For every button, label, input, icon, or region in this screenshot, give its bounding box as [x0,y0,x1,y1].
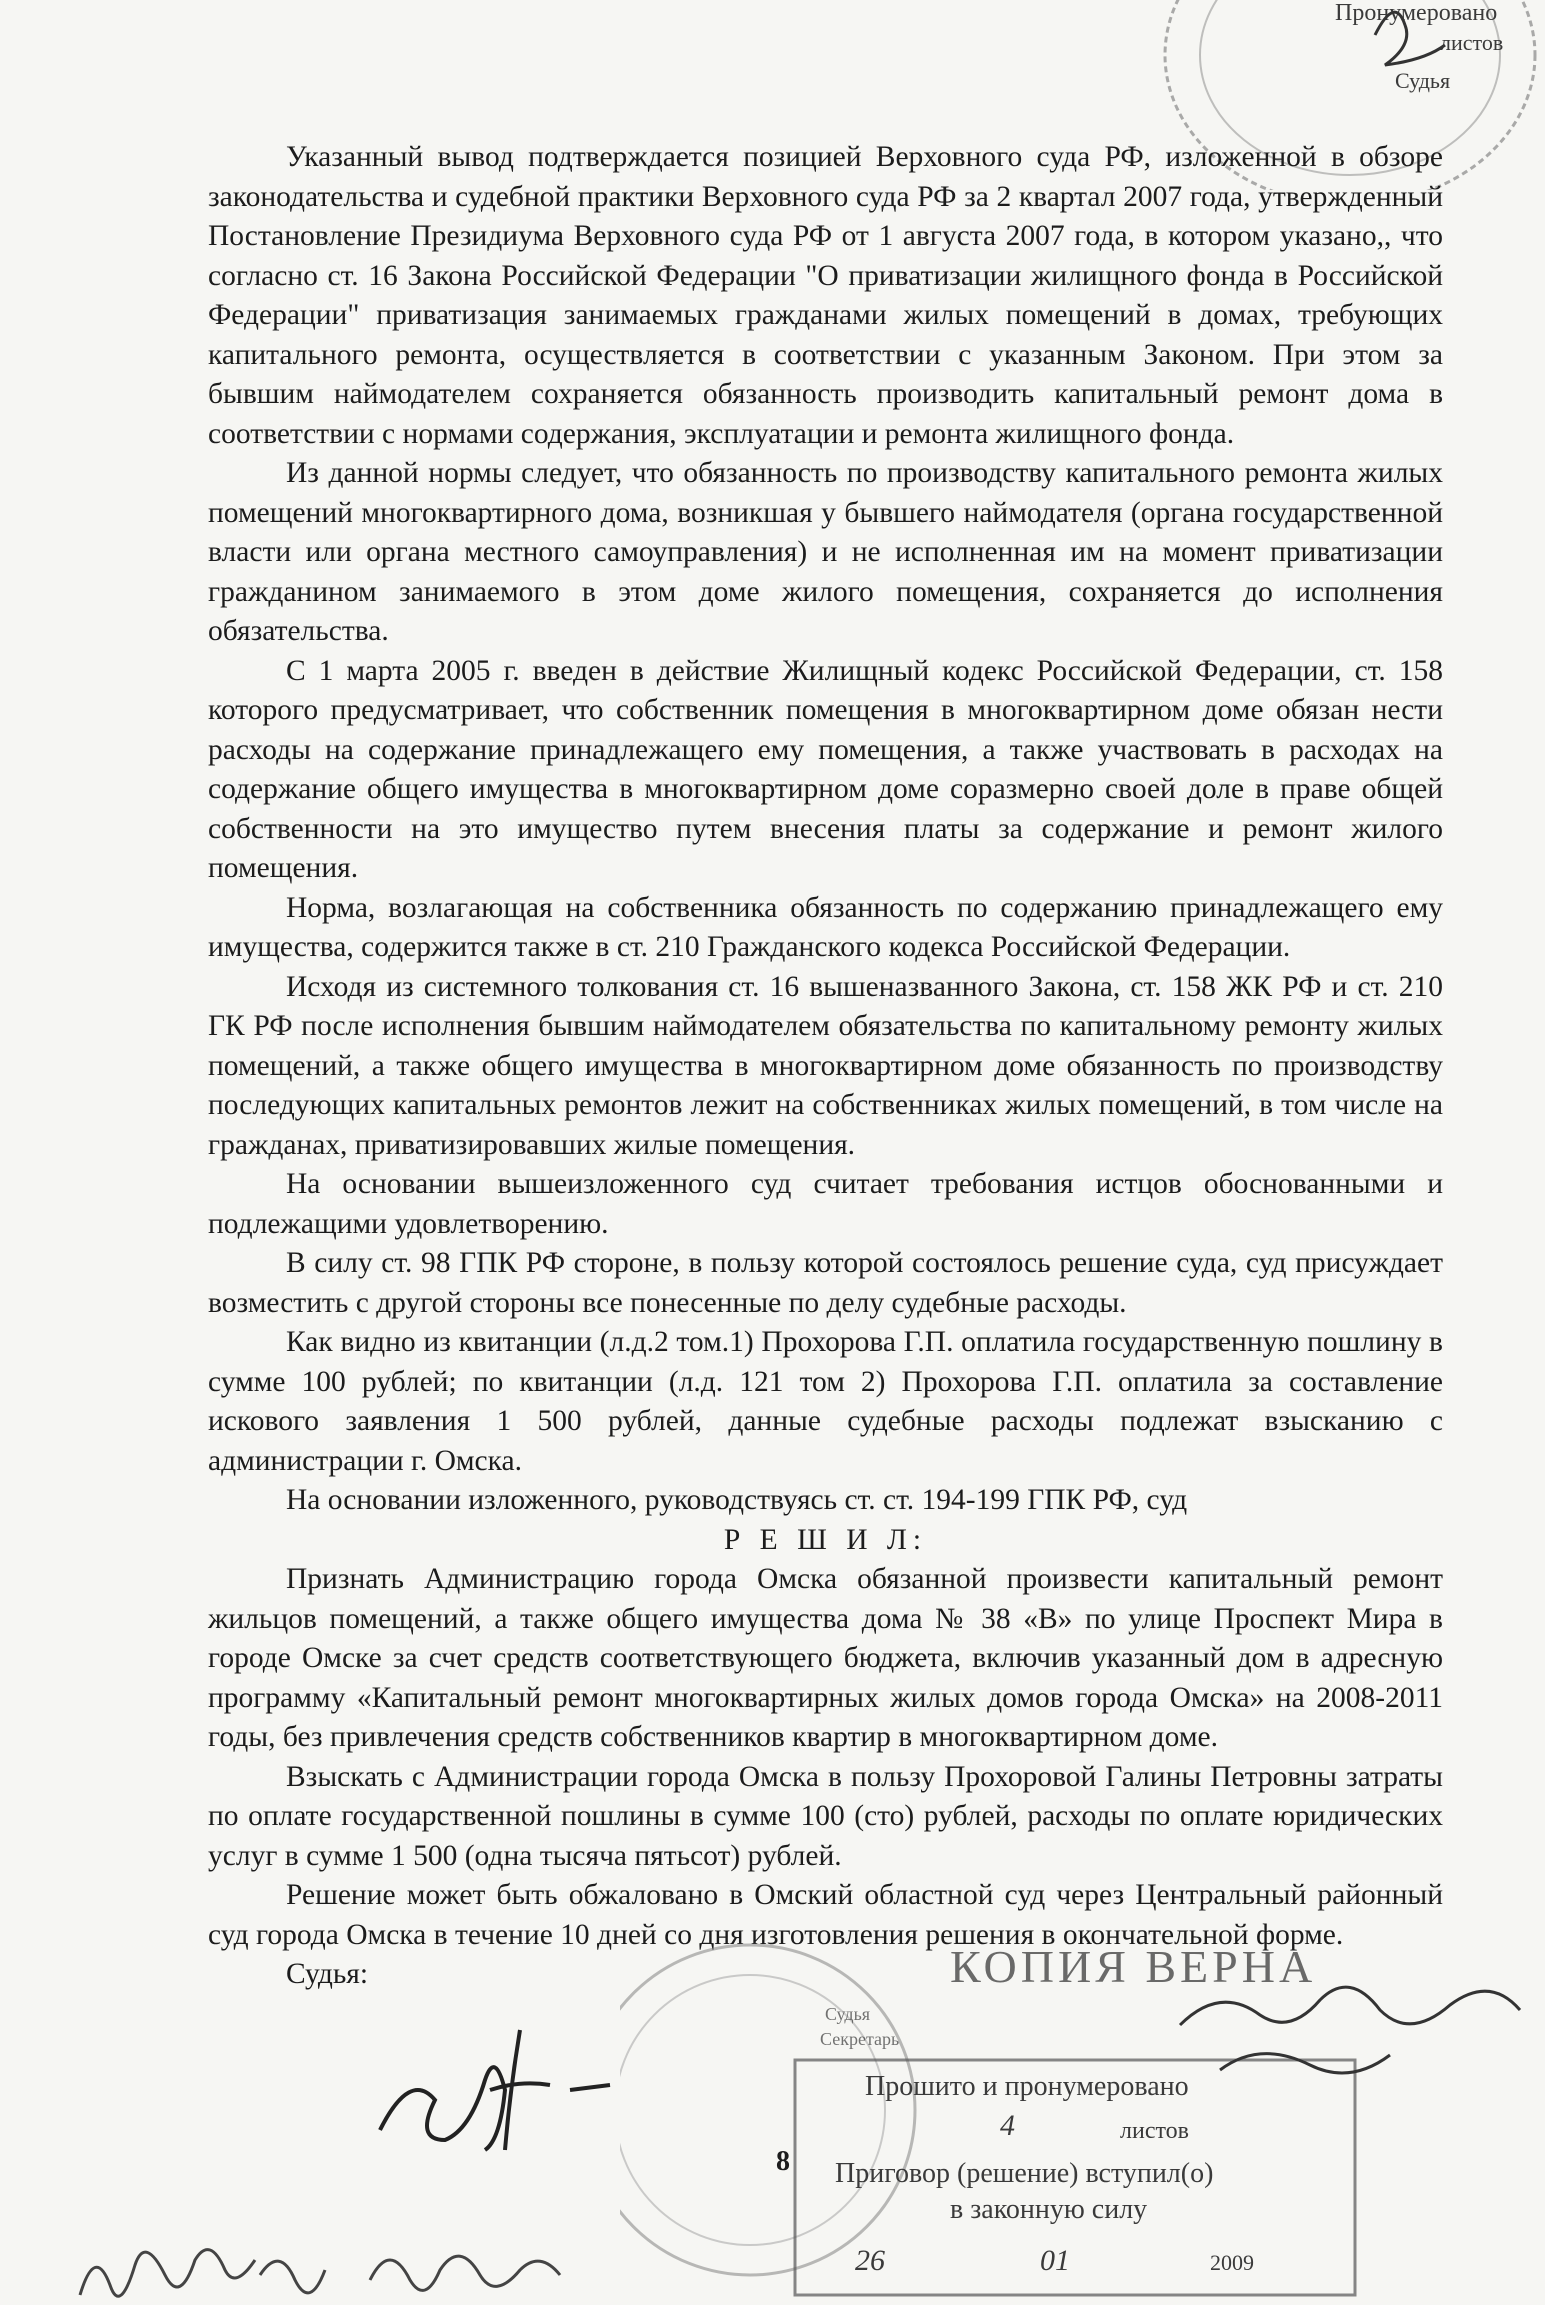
judge-label: Судья: [286,1958,369,1990]
document-body [208,138,1443,1995]
handwritten-note [70,2235,630,2305]
top-stamp-line1: Пронумеровано [1335,0,1498,26]
body-paragraph: Из данной нормы следует, что обязанность по производству капитального ремонта жилых помещений многоквартирного дома, возникшая у бывшего наймодателя (органа государственной власти или органа местного самоуправления) и не исполненная им на момент приватизации гражданином занимаемого в этом доме жилого помещения, сохраняется до исполнения обязательства. [208,457,1443,647]
stamp-date-year: 2009 [1210,2250,1254,2275]
decision-heading: Р Е Ш И Л: [723,1523,928,1556]
body-paragraph: Как видно из квитанции (л.д.2 том.1) Прохорова Г.П. оплатила государственную пошлину в сумме 100 рублей; по квитанции (л.д. 121 том 2) Прохорова Г.П. оплатила за составление искового заявления 1 500 рублей, данные судебные расходы подлежат взысканию с администрации г. Омска. [208,1326,1443,1477]
stamp-date-day: 26 [855,2244,885,2277]
body-paragraph: Исходя из системного толкования ст. 16 вышеназванного Закона, ст. 158 ЖК РФ и ст. 210 ГК РФ после исполнения бывшим наймодателем обязательства по капитальному ремонту жилых помещений, а также общего имущества в многоквартирном доме обязанность по производству последующих капитальных ремонтов лежит на собственниках жилых помещений, в том числе на гражданах, приватизировавших жилые помещения. [208,970,1443,1161]
stamp-sheets-label: листов [1120,2118,1189,2144]
top-stamp-line2: листов [1440,30,1504,55]
body-paragraph: Указанный вывод подтверждается позицией Верховного суда РФ, изложенной в обзоре законодательства и судебной практики Верховного суда РФ за 2 квартал 2007 года, утвержденный Постановление Президиума Верховного суда РФ от 1 августа 2007 года, в котором указано,, что согласно ст. 16 Закона Российской Федерации "О приватизации жилищного фонда в Российской Федерации" приватизация занимаемых гражданами жилых помещений в домах, требующих капитального ремонта, осуществляется в соответствии с указанным Законом. При этом за бывшим наймодателем сохраняется обязанность производить капитальный ремонт дома в соответствии с нормами содержания, эксплуатации и ремонта жилищного фонда. [208,141,1443,450]
stamp-handwritten-signature [1180,1987,1520,2025]
judge-signature [370,2020,630,2160]
stamp-secretary-label: Секретарь [820,2029,900,2049]
body-paragraph: Норма, возлагающая на собственника обязанность по содержанию принадлежащего ему имущества, содержится также в ст. 210 Гражданского кодекса Российской Федерации. [208,891,1443,963]
body-paragraph: На основании вышеизложенного суд считает требования истцов обоснованными и подлежащими удовлетворению. [208,1168,1443,1240]
body-paragraph: В силу ст. 98 ГПК РФ стороне, в пользу которой состоялось решение суда, суд присуждает возместить с другой стороны все понесенные по делу судебные расходы. [208,1247,1443,1319]
resolution-paragraph: Взыскать с Администрации города Омска в пользу Прохоровой Галины Петровны затраты по оплате государственной пошлины в сумме 100 (сто) рублей, расходы по оплате юридических услуг в сумме 1 500 (одна тысяча пятьсот) рублей. [208,1760,1443,1872]
stamp-date-month: 01 [1040,2244,1070,2277]
bottom-stamp-area [620,1920,1540,2300]
body-paragraph: С 1 марта 2005 г. введен в действие Жилищный кодекс Российской Федерации, ст. 158 которого предусматривает, что собственник помещения в многоквартирном доме обязан нести расходы на содержание принадлежащего ему помещения, а также участвовать в расходах на содержание общего имущества в многоквартирном доме соразмерно своей доле в праве общей собственности на это имущество путем внесения платы за содержание и ремонт жилого помещения. [208,654,1443,884]
top-stamp-line3: Судья [1395,68,1451,93]
stamp-entered-force-line1: Приговор (решение) вступил(о) [835,2158,1214,2189]
resolution-paragraph: Признать Администрацию города Омска обязанной произвести капитальный ремонт жильцов помещений, а также общего имущества дома № 38 «В» по улице Проспект Мира в городе Омске за счет средств соответствующего бюджета, включив указанный дом в адресную программу «Капитальный ремонт многоквартирных жилых домов города Омска» на 2008-2011 годы, без привлечения средств собственников квартир в многоквартирном доме. [208,1563,1443,1753]
page-number: 8 [776,2146,790,2177]
stamp-judge-label: Судья [825,2004,871,2024]
resolution-paragraph: Решение может быть обжаловано в Омский областной суд через Центральный районный суд города Омска в течение 10 дней со дня изготовления решения в окончательной форме. [208,1879,1443,1951]
copy-verified-mark: КОПИЯ ВЕРНА [950,1941,1317,1992]
body-paragraph: На основании изложенного, руководствуясь ст. ст. 194-199 ГПК РФ, суд [286,1484,1188,1516]
stamp-stitched-numbered: Прошито и пронумеровано [865,2071,1189,2102]
stamp-entered-force-line2: в законную силу [950,2194,1148,2225]
stamp-sheets-number: 4 [1000,2109,1015,2142]
